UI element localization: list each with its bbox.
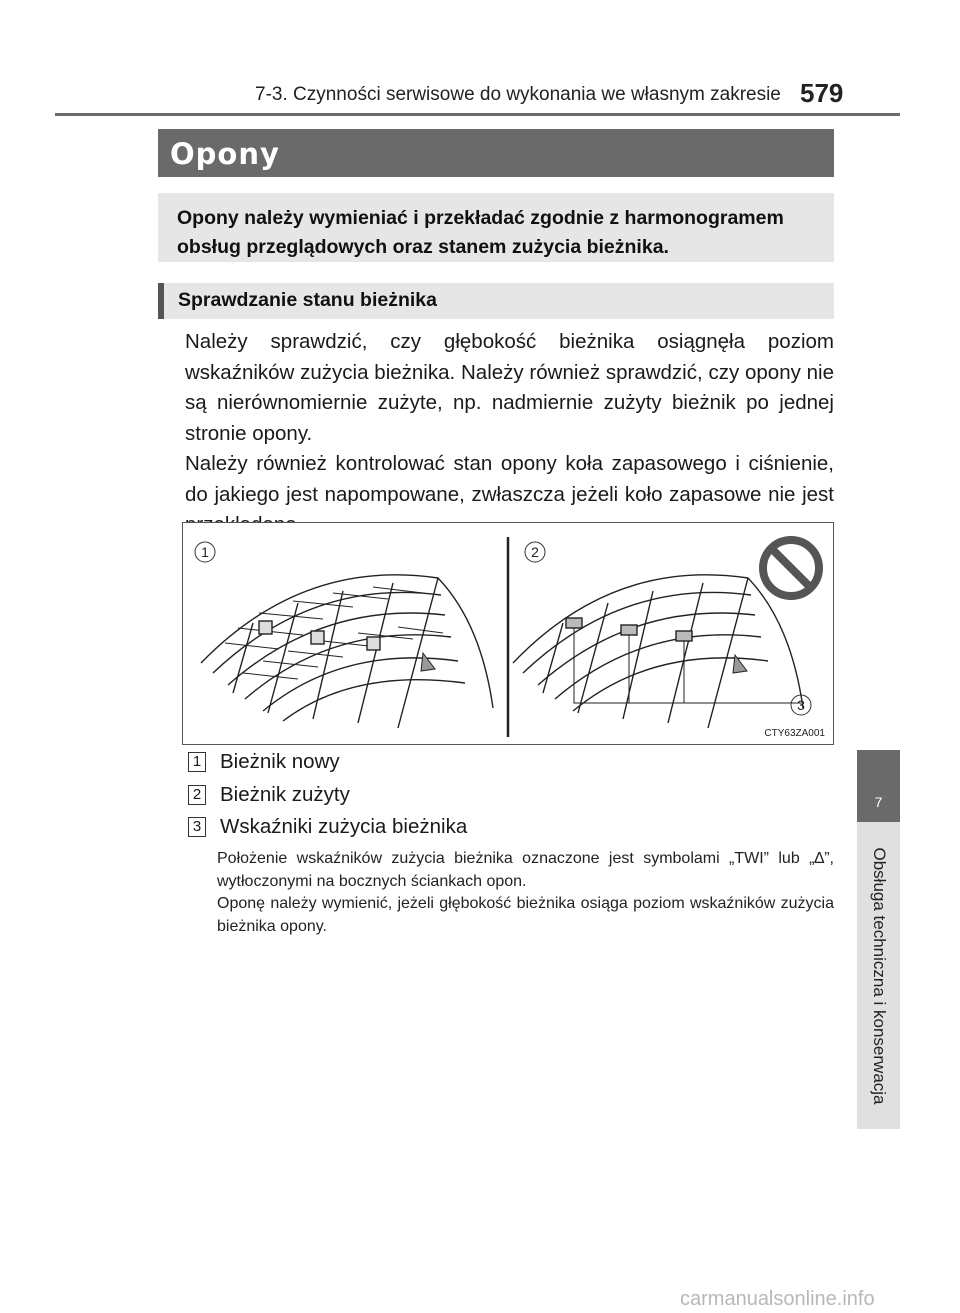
svg-text:2: 2 <box>531 544 539 560</box>
page-number: 579 <box>800 78 844 108</box>
watermark: carmanualsonline.info <box>680 1288 875 1310</box>
callout-label: Wskaźniki zużycia bieżnika <box>220 815 468 838</box>
running-header-section: 7-3. Czynności serwisowe do wykonania we własnym zakresie <box>255 84 781 105</box>
section-subheading: Sprawdzanie stanu bieżnika <box>158 283 834 319</box>
new-tire-tread <box>201 575 493 728</box>
tire-illustration <box>183 523 835 746</box>
svg-text:3: 3 <box>797 697 805 713</box>
body-text <box>185 327 834 541</box>
callout-number: 3 <box>188 817 206 837</box>
svg-text:1: 1 <box>201 544 209 560</box>
figure-label-1 <box>195 542 215 562</box>
chapter-tab-text: Obsługa techniczna i konserwacja <box>869 846 889 1105</box>
figure-label-2 <box>525 542 545 562</box>
callout-number: 2 <box>188 785 206 805</box>
note-paragraph-1: Położenie wskaźników zużycia bieżnika oznaczone jest symbolami „TWI” lub „∆”, wytłoczonymi na bocznych ściankach opon. <box>217 850 834 890</box>
callout-label: Bieżnik zużyty <box>220 783 350 806</box>
note-paragraph-2: Oponę należy wymienić, jeżeli głębokość bieżnika osiąga poziom wskaźników zużycia bieżnika opony. <box>217 895 834 935</box>
callout-new-tread <box>188 750 340 774</box>
prohibited-icon <box>763 540 819 596</box>
figure-code: CTY63ZA001 <box>764 728 825 739</box>
worn-tire-tread <box>513 575 803 728</box>
tire-tread-figure <box>182 522 834 745</box>
note-text <box>217 848 834 938</box>
chapter-tab-number: 7 <box>857 750 900 822</box>
callout-worn-tread <box>188 783 350 807</box>
chapter-tab-label <box>857 822 900 1129</box>
intro-summary: Opony należy wymieniać i przekładać zgodnie z harmonogramem obsług przeglądowych oraz stanem zużycia bieżnika. <box>158 193 834 262</box>
wear-indicator-triangle-icon <box>421 653 435 671</box>
header-divider <box>55 113 900 116</box>
body-paragraph-2: Należy również kontrolować stan opony koła zapasowego i ciśnienie, do jakiego jest napompowane, zwłaszcza jeżeli koło zapasowe nie jest <box>185 452 834 506</box>
body-paragraph-1: Należy sprawdzić, czy głębokość bieżnika osiągnęła poziom wskaźników zużycia bieżnika. Należy również sprawdzić, czy opony nie są nierównomiernie zużyte, np. nadmiernie zużyty bieżnik po jednej stronie opony. <box>185 330 834 445</box>
callout-number: 1 <box>188 752 206 772</box>
callout-wear-indicators <box>188 815 467 839</box>
callout-label: Bieżnik nowy <box>220 750 340 773</box>
page-title: Opony <box>158 129 834 177</box>
